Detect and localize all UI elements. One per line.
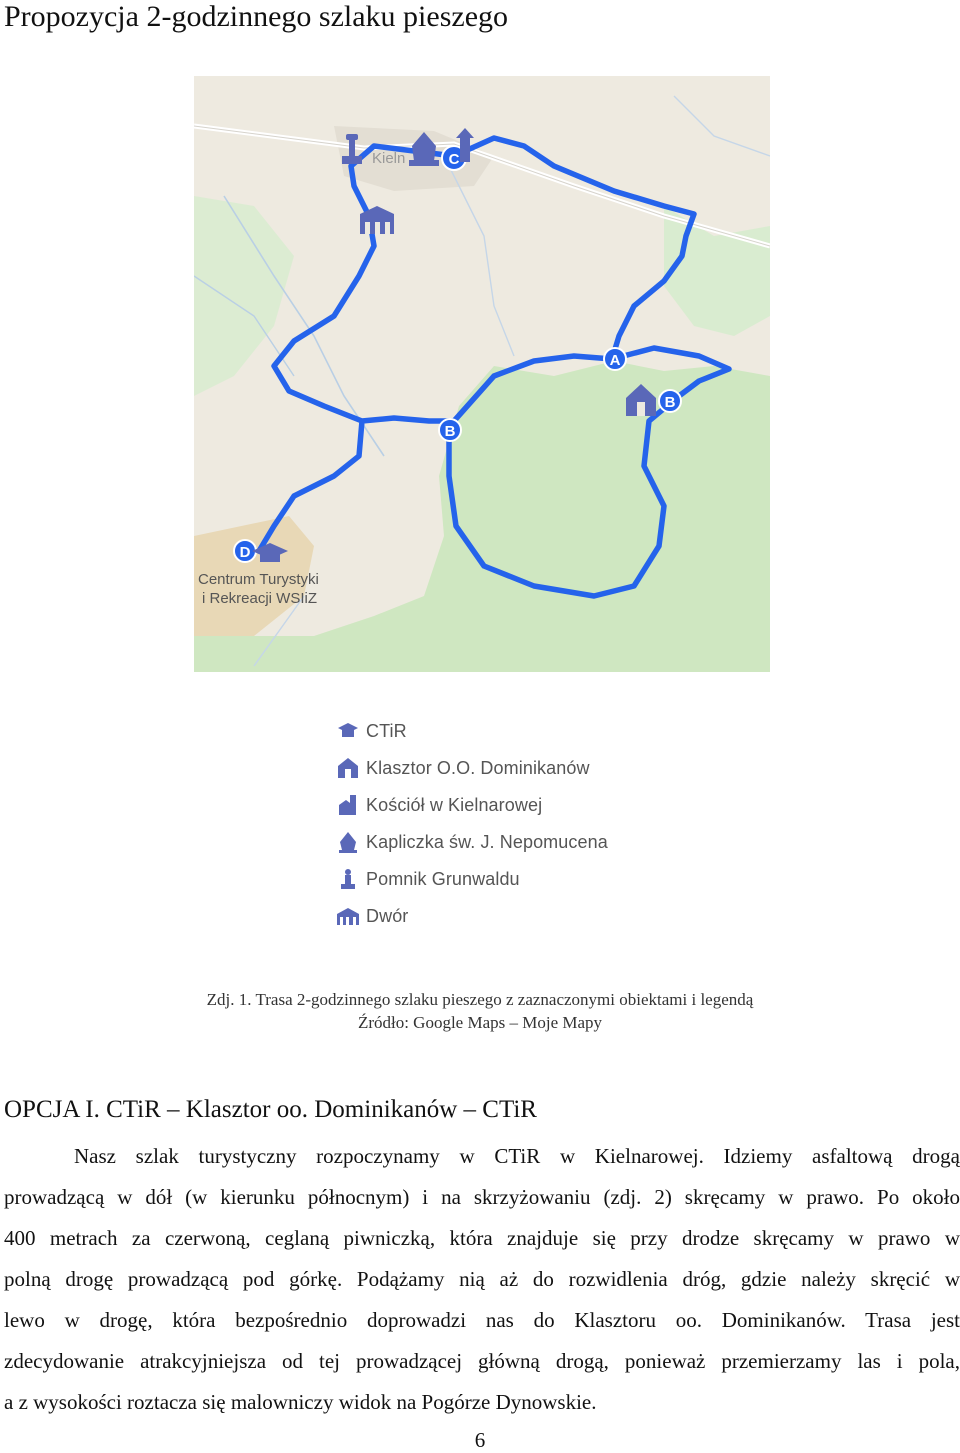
paragraph-line: Nasz szlak turystyczny rozpoczynamy w CTiR w Kielnarowej. Idziemy asfaltową drogą (74, 1144, 960, 1168)
svg-text:C: C (448, 151, 460, 168)
waypoint-b-marker (439, 419, 461, 441)
svg-text:D: D (239, 544, 251, 561)
paragraph-line: prowadzącą w dół (w kierunku północnym) i na skrzyżowaniu (zdj. 2) skręcamy w prawo. Po około (4, 1185, 960, 1209)
svg-text:B: B (664, 394, 676, 411)
waypoint-b-marker (659, 390, 681, 412)
section-heading: OPCJA I. CTiR – Klasztor oo. Dominikanów – CTiR (4, 1096, 537, 1123)
legend-item-dwor: Dwór (336, 903, 408, 929)
paragraph-line: 400 metrach za czerwoną, ceglaną piwniczką, która znajduje się przy drodze skręcamy w prawo w (4, 1226, 960, 1250)
chapel-icon (336, 830, 360, 854)
church-icon (336, 793, 360, 817)
legend-item-kapliczka: Kapliczka św. J. Nepomucena (336, 829, 608, 855)
place-label-line2: i Rekreacji WSIiZ (202, 590, 318, 607)
page-number: 6 (474, 1428, 486, 1452)
figure-caption: Zdj. 1. Trasa 2-godzinnego szlaku pieszego z zaznaczonymi obiektami i legendą (206, 990, 754, 1009)
legend-item-pomnik: Pomnik Grunwaldu (336, 866, 520, 892)
svg-text:B: B (444, 423, 456, 440)
paragraph-line: lewo w drogę, która bezpośrednio doprowadzi nas do Klasztoru oo. Dominikanów. Trasa jest (4, 1308, 960, 1332)
paragraph-line: zdecydowanie atrakcyjniejsza od tej prowadzącej główną drogą, ponieważ przemierzamy las i pola, (4, 1349, 960, 1373)
body-paragraph (4, 1136, 960, 1423)
legend-item-kosciol: Kościół w Kielnarowej (336, 792, 542, 818)
page-title: Propozycja 2-godzinnego szlaku pieszego (4, 0, 509, 33)
paragraph-line: polną drogę prowadzącą pod górkę. Podążamy nią aż do rozwidlenia dróg, gdzie należy skręcić w (4, 1267, 960, 1291)
legend-item-ctir: CTiR (336, 718, 407, 744)
graduation-cap-icon (336, 719, 360, 743)
figure-source: Źródło: Google Maps – Moje Mapy (357, 1013, 603, 1032)
place-label-line1: Centrum Turystyki (198, 571, 319, 588)
waypoint-a-marker (604, 348, 626, 370)
monastery-icon (336, 756, 360, 780)
route-map (194, 76, 770, 672)
legend-item-klasztor: Klasztor O.O. Dominikanów (336, 755, 590, 781)
manor-icon (336, 904, 360, 928)
village-label: Kieln (372, 150, 406, 167)
monument-icon (336, 867, 360, 891)
svg-text:A: A (609, 352, 621, 369)
paragraph-line: a z wysokości roztacza się malowniczy widok na Pogórze Dynowskie. (4, 1390, 597, 1414)
